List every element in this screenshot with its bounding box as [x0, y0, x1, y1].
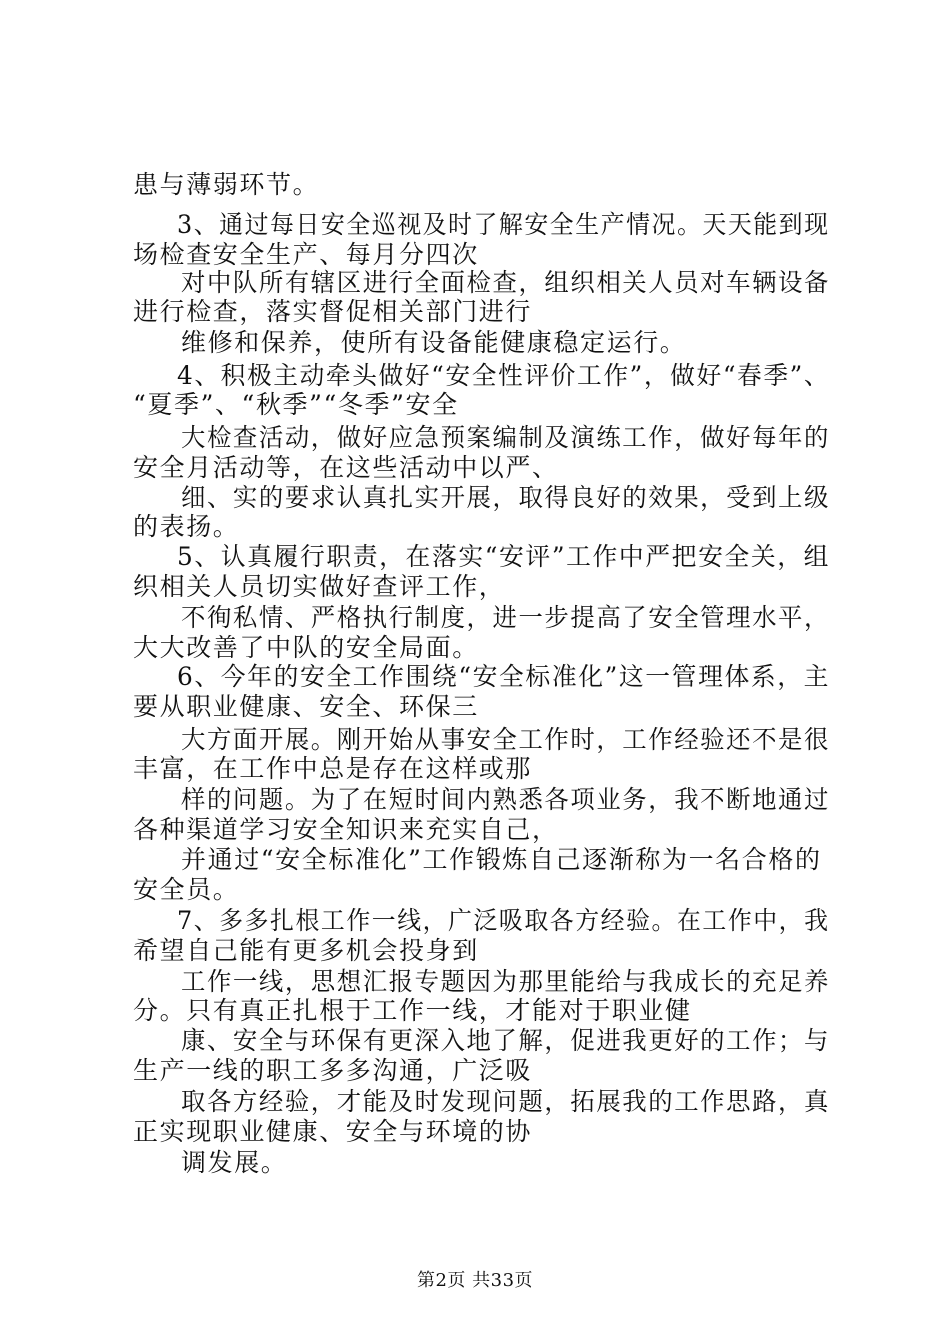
text-line: 6、今年的安全工作围绕“安全标准化”这一管理体系，主	[177, 662, 831, 691]
text-line: 大方面开展。刚开始从事安全工作时，工作经验还不是很	[181, 725, 830, 754]
text-line: 正实现职业健康、安全与环境的协	[133, 1117, 533, 1146]
text-line: 康、安全与环保有更深入地了解，促进我更好的工作；与	[181, 1026, 830, 1055]
page-footer: 第2页 共33页	[416, 1270, 534, 1291]
text-line: 维修和保养，使所有设备能健康稳定运行。	[181, 328, 687, 357]
text-line: 3、通过每日安全巡视及时了解安全生产情况。天天能到现	[177, 210, 830, 239]
text-line: 取各方经验，才能及时发现问题，拓展我的工作思路，真	[181, 1087, 830, 1116]
text-line: 分。只有真正扎根于工作一线，才能对于职业健	[133, 996, 692, 1025]
text-line: 进行检查，落实督促相关部门进行	[133, 297, 533, 326]
text-line: 细、实的要求认真扎实开展，取得良好的效果，受到上级	[181, 483, 830, 512]
text-line: 安全月活动等，在这些活动中以严、	[133, 453, 559, 482]
text-line: 安全员。	[133, 875, 240, 904]
text-line: 5、认真履行职责，在落实“安评”工作中严把安全关，组	[177, 542, 831, 571]
text-line: 场检查安全生产、每月分四次	[133, 240, 479, 269]
text-line: 患与薄弱环节。	[133, 170, 320, 199]
text-line: 样的问题。为了在短时间内熟悉各项业务，我不断地通过	[181, 785, 830, 814]
text-line: 不徇私情、严格执行制度，进一步提高了安全管理水平，	[181, 603, 830, 632]
text-line: 并通过“安全标准化”工作锻炼自己逐渐称为一名合格的	[181, 845, 822, 874]
text-line: 生产一线的职工多多沟通，广泛吸	[133, 1056, 533, 1085]
text-line: 大检查活动，做好应急预案编制及演练工作，做好每年的	[181, 423, 830, 452]
text-line: 织相关人员切实做好查评工作，	[133, 572, 506, 601]
text-line: 对中队所有辖区进行全面检查，组织相关人员对车辆设备	[181, 268, 830, 297]
text-line: 希望自己能有更多机会投身到	[133, 936, 479, 965]
text-line: 丰富，在工作中总是存在这样或那	[133, 754, 533, 783]
text-line: 工作一线，思想汇报专题因为那里能给与我成长的充足养	[181, 967, 830, 996]
text-line: 4、积极主动牵头做好“安全性评价工作”，做好“春季”、	[177, 361, 831, 390]
text-line: 的表扬。	[133, 512, 240, 541]
text-line: 各种渠道学习安全知识来充实自己，	[133, 815, 559, 844]
text-line: 7、多多扎根工作一线，广泛吸取各方经验。在工作中，我	[177, 906, 830, 935]
text-line: “夏季”、“秋季”“冬季”安全	[133, 390, 459, 419]
text-line: 调发展。	[181, 1148, 288, 1177]
text-line: 要从职业健康、安全、环保三	[133, 692, 479, 721]
text-line: 大大改善了中队的安全局面。	[133, 633, 479, 662]
